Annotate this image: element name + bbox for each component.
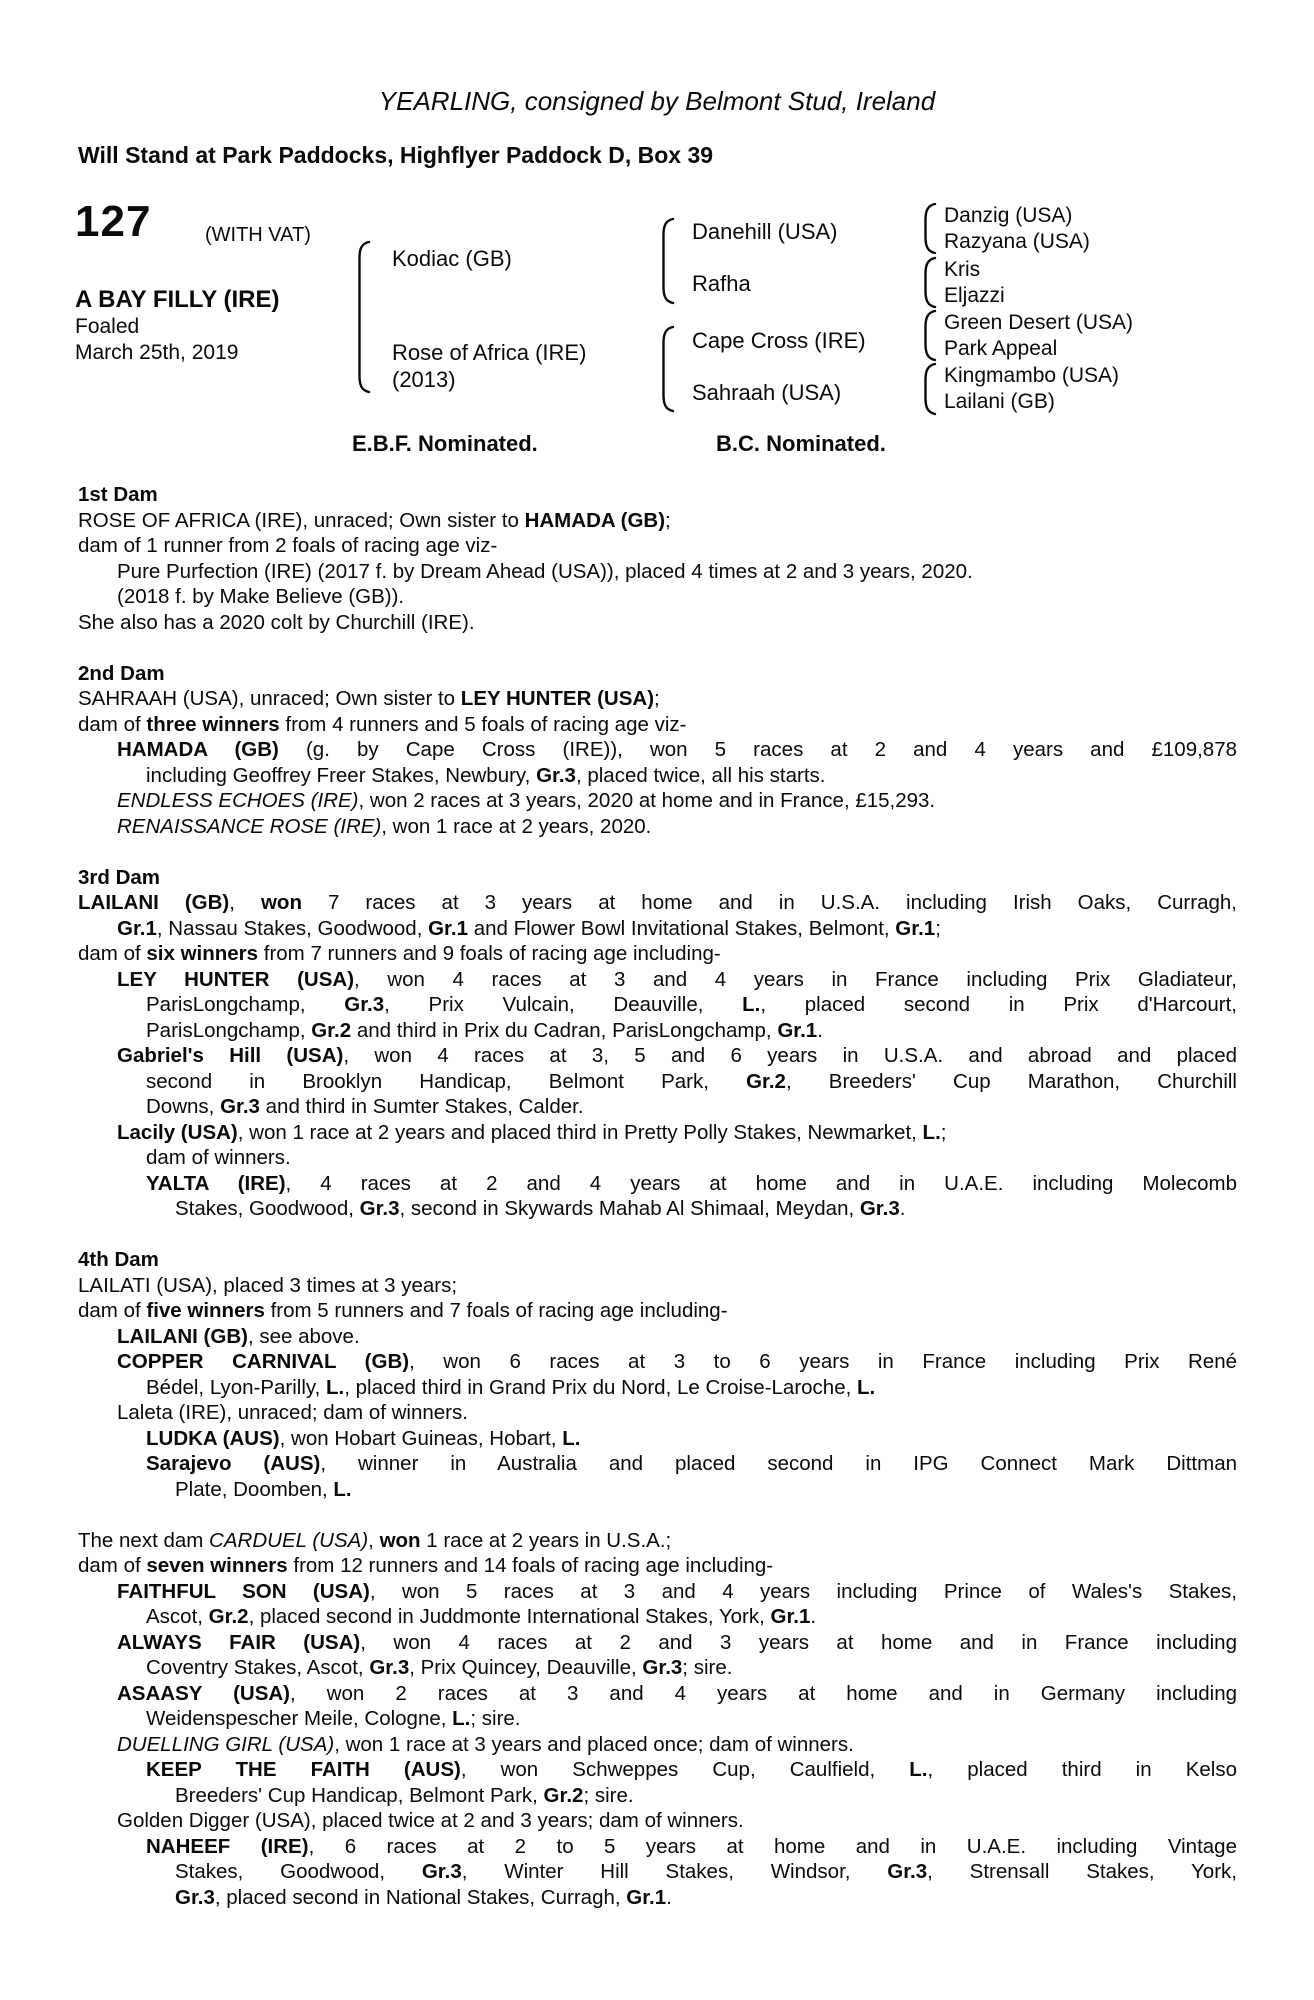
pedigree-text-line: DUELLING GIRL (USA), won 1 race at 3 years and placed once; dam of winners. <box>117 1732 854 1756</box>
pedigree-text-line: NAHEEF (IRE), 6 races at 2 to 5 years at home and in U.A.E. including Vintage <box>146 1834 1237 1858</box>
pedigree-text-line: Plate, Doomben, L. <box>175 1477 352 1501</box>
pedigree-brace <box>922 362 938 416</box>
pedigree-text-line: Golden Digger (USA), placed twice at 2 and 3 years; dam of winners. <box>117 1809 744 1832</box>
pedigree-text-line: ASAASY (USA), won 2 races at 3 and 4 years at home and in Germany including <box>117 1681 1237 1705</box>
pedigree-text-line: LEY HUNTER (USA), won 4 races at 3 and 4 years in France including Prix Gladiateur, <box>117 967 1237 991</box>
pedigree-text-line: LAILATI (USA), placed 3 times at 3 years; <box>78 1273 458 1297</box>
pedigree-brace <box>922 202 938 255</box>
pedigree-great-grandparent: Lailani (GB) <box>944 390 1055 413</box>
pedigree-brace <box>660 325 676 413</box>
pedigree-text-line: dam of three winners from 4 runners and 5 foals of racing age viz- <box>78 712 687 736</box>
pedigree-brace <box>660 217 676 305</box>
pedigree-text-line: dam of five winners from 5 runners and 7 foals of racing age including- <box>78 1299 728 1322</box>
pedigree-text-line: She also has a 2020 colt by Churchill (IRE). <box>78 610 475 634</box>
pedigree-text-line: Ascot, Gr.2, placed second in Juddmonte International Stakes, York, Gr.1. <box>146 1605 817 1628</box>
pedigree-grandparent: Rafha <box>692 271 751 296</box>
pedigree-grandparent: Cape Cross (IRE) <box>692 328 866 353</box>
pedigree-text-line: dam of seven winners from 12 runners and 14 foals of racing age including- <box>78 1554 774 1577</box>
dam-section <box>78 1247 1237 1502</box>
pedigree-text-line: Laleta (IRE), unraced; dam of winners. <box>117 1401 468 1424</box>
pedigree-text-line: (2018 f. by Make Believe (GB)). <box>117 585 405 608</box>
pedigree-text-line: Gr.1, Nassau Stakes, Goodwood, Gr.1 and Flower Bowl Invitational Stakes, Belmont, Gr.1; <box>117 916 941 940</box>
pedigree-text-line: second in Brooklyn Handicap, Belmont Park, Gr.2, Breeders' Cup Marathon, Churchill <box>146 1069 1237 1093</box>
pedigree-great-grandparent: Eljazzi <box>944 284 1005 307</box>
pedigree-text-line: Pure Purfection (IRE) (2017 f. by Dream Ahead (USA)), placed 4 times at 2 and 3 years, 2020. <box>117 559 973 583</box>
pedigree-text-line: Stakes, Goodwood, Gr.3, Winter Hill Stakes, Windsor, Gr.3, Strensall Stakes, York, <box>175 1860 1237 1883</box>
pedigree-text-line: Breeders' Cup Handicap, Belmont Park, Gr.2; sire. <box>175 1783 634 1807</box>
dam-section-heading: 3rd Dam <box>78 865 161 889</box>
pedigree-text-line: Lacily (USA), won 1 race at 2 years and placed third in Pretty Polly Stakes, Newmarket, L.; <box>117 1120 947 1144</box>
pedigree-dam: Rose of Africa (IRE) <box>392 340 587 365</box>
pedigree-grandparent: Sahraah (USA) <box>692 380 842 405</box>
dam-section <box>78 661 1237 840</box>
pedigree-text-line: LAILANI (GB), won 7 races at 3 years at home and in U.S.A. including Irish Oaks, Curragh, <box>78 891 1237 914</box>
pedigree-text-line: ALWAYS FAIR (USA), won 4 races at 2 and 3 years at home and in France including <box>117 1630 1237 1654</box>
foaled-date: March 25th, 2019 <box>75 341 239 364</box>
pedigree-text-line: FAITHFUL SON (USA), won 5 races at 3 and 4 years including Prince of Wales's Stakes, <box>117 1579 1237 1603</box>
pedigree-text-line: Gr.3, placed second in National Stakes, Curragh, Gr.1. <box>175 1885 672 1909</box>
pedigree-great-grandparent: Park Appeal <box>944 337 1058 360</box>
pedigree-text-line: LAILANI (GB), see above. <box>117 1324 360 1348</box>
pedigree-text-line: YALTA (IRE), 4 races at 2 and 4 years at home and in U.A.E. including Molecomb <box>146 1171 1237 1195</box>
pedigree-text-line: dam of 1 runner from 2 foals of racing age viz- <box>78 534 498 557</box>
pedigree-text-line: SAHRAAH (USA), unraced; Own sister to LEY HUNTER (USA); <box>78 687 660 710</box>
pedigree-text-line: HAMADA (GB) (g. by Cape Cross (IRE)), won 5 races at 2 and 4 years and £109,878 <box>117 738 1237 761</box>
pedigree-text-line: LUDKA (AUS), won Hobart Guineas, Hobart, L. <box>146 1426 581 1450</box>
pedigree-text-line: ROSE OF AFRICA (IRE), unraced; Own sister to HAMADA (GB); <box>78 508 671 532</box>
pedigree-text-line: Downs, Gr.3 and third in Sumter Stakes, Calder. <box>146 1095 584 1118</box>
pedigree-text-line: Weidenspescher Meile, Cologne, L.; sire. <box>146 1707 521 1730</box>
dam-section <box>78 865 1237 1222</box>
pedigree-great-grandparent: Kris <box>944 258 981 281</box>
dam-section-heading: 4th Dam <box>78 1248 159 1271</box>
pedigree-text-line: Coventry Stakes, Ascot, Gr.3, Prix Quincey, Deauville, Gr.3; sire. <box>146 1656 733 1679</box>
dam-section-heading: 2nd Dam <box>78 661 165 685</box>
pedigree-great-grandparent: Green Desert (USA) <box>944 311 1134 334</box>
pedigree-text-line: KEEP THE FAITH (AUS), won Schweppes Cup, Caulfield, L., placed third in Kelso <box>146 1758 1237 1781</box>
bc-nomination: B.C. Nominated. <box>716 431 886 456</box>
pedigree-grandparent: Danehill (USA) <box>692 219 838 244</box>
pedigree-great-grandparent: Danzig (USA) <box>944 204 1073 227</box>
horse-name: A BAY FILLY (IRE) <box>75 286 280 313</box>
pedigree-text-line: Sarajevo (AUS), winner in Australia and placed second in IPG Connect Mark Dittman <box>146 1452 1237 1475</box>
pedigree-brace <box>922 256 938 309</box>
pedigree-sire: Kodiac (GB) <box>392 246 512 271</box>
pedigree-text-line: dam of six winners from 7 runners and 9 foals of racing age including- <box>78 942 721 965</box>
vat-note: (WITH VAT) <box>205 224 311 246</box>
pedigree-text-line: Gabriel's Hill (USA), won 4 races at 3, 5 and 6 years in U.S.A. and abroad and placed <box>117 1044 1237 1067</box>
pedigree-great-grandparent: Razyana (USA) <box>944 230 1090 253</box>
page-title: YEARLING, consigned by Belmont Stud, Ireland <box>378 86 936 116</box>
pedigree-text-line: ParisLongchamp, Gr.3, Prix Vulcain, Deauville, L., placed second in Prix d'Harcourt, <box>146 993 1237 1016</box>
pedigree-text-line: COPPER CARNIVAL (GB), won 6 races at 3 to 6 years in France including Prix René <box>117 1350 1237 1373</box>
pedigree-text-line: dam of winners. <box>146 1146 291 1169</box>
pedigree-great-grandparent: Kingmambo (USA) <box>944 364 1120 387</box>
pedigree-text-line: ENDLESS ECHOES (IRE), won 2 races at 3 years, 2020 at home and in France, £15,293. <box>117 789 936 812</box>
dam-section <box>78 482 1237 635</box>
pedigree-text-line: RENAISSANCE ROSE (IRE), won 1 race at 2 years, 2020. <box>117 814 652 838</box>
pedigree-text-line: Stakes, Goodwood, Gr.3, second in Skywards Mahab Al Shimaal, Meydan, Gr.3. <box>175 1197 906 1220</box>
dam-section <box>78 1528 1237 1911</box>
ebf-nomination: E.B.F. Nominated. <box>352 431 538 456</box>
pedigree-brace <box>356 240 372 394</box>
lot-number: 127 <box>75 197 152 246</box>
stand-location: Will Stand at Park Paddocks, Highflyer Paddock D, Box 39 <box>78 142 714 168</box>
pedigree-text-line: ParisLongchamp, Gr.2 and third in Prix du Cadran, ParisLongchamp, Gr.1. <box>146 1018 823 1042</box>
pedigree-brace <box>922 309 938 362</box>
foaled-label: Foaled <box>75 315 140 338</box>
pedigree-text-line: Bédel, Lyon-Parilly, L., placed third in Grand Prix du Nord, Le Croise-Laroche, L. <box>146 1375 876 1399</box>
pedigree-text <box>78 482 1237 1910</box>
pedigree-dam-year: (2013) <box>392 367 456 392</box>
pedigree-text-line: including Geoffrey Freer Stakes, Newbury, Gr.3, placed twice, all his starts. <box>146 763 826 787</box>
pedigree-text-line: The next dam CARDUEL (USA), won 1 race at 2 years in U.S.A.; <box>78 1528 672 1552</box>
dam-section-heading: 1st Dam <box>78 483 158 506</box>
